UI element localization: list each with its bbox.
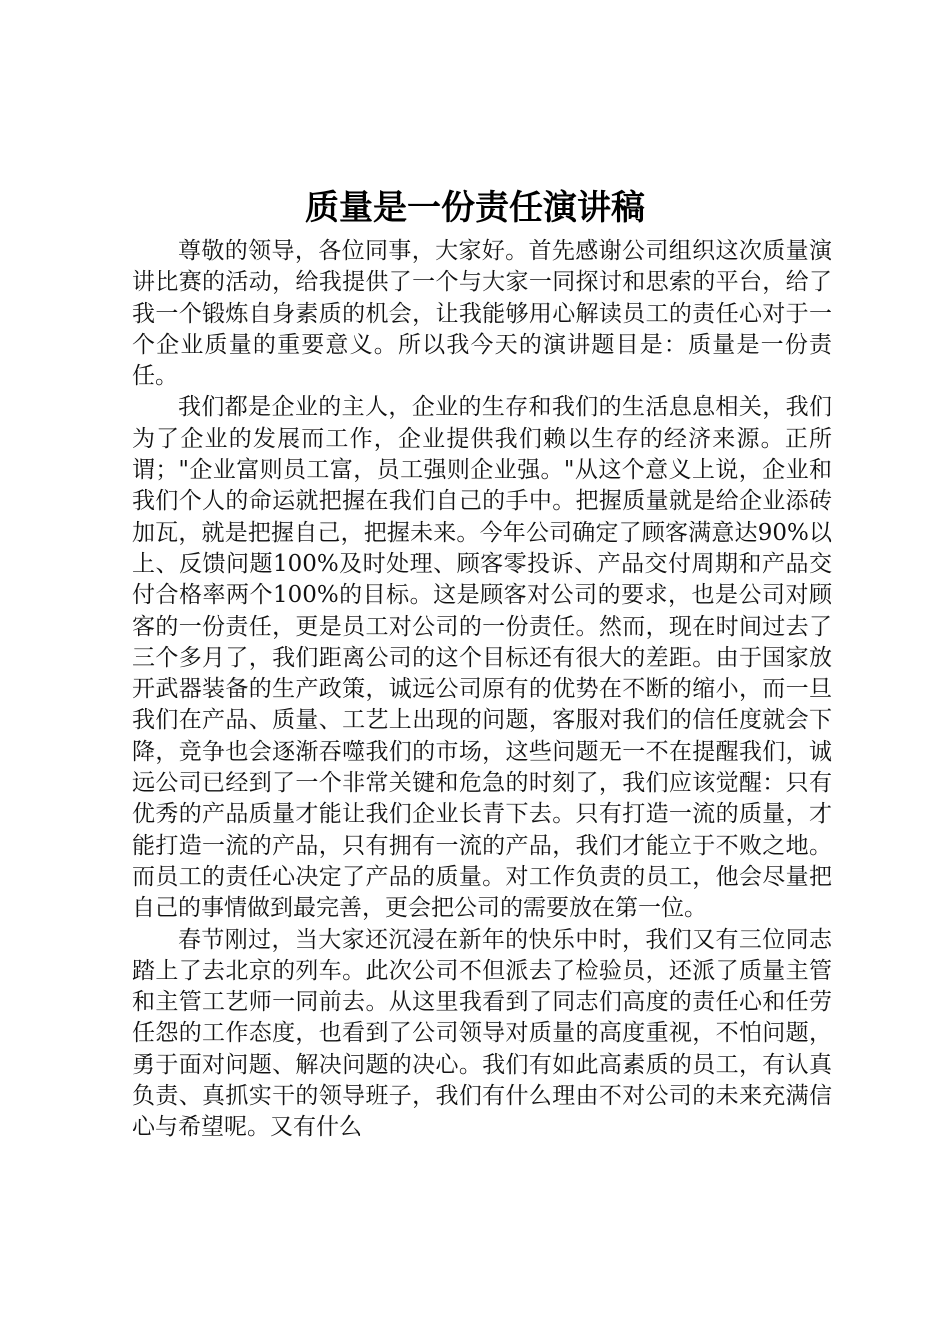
document-title: 质量是一份责任演讲稿 xyxy=(305,188,645,228)
paragraph-1: 尊敬的领导，各位同事，大家好。首先感谢公司组织这次质量演讲比赛的活动，给我提供了一个与大家一同探讨和思索的平台，给了我一个锻炼自身素质的机会，让我能够用心解读员工的责任心对于一个企业质量的重要意义。所以我今天的演讲题目是：质量是一份责任。 xyxy=(132,238,832,390)
document-body xyxy=(132,236,832,1144)
paragraph-3: 春节刚过，当大家还沉浸在新年的快乐中时，我们又有三位同志踏上了去北京的列车。此次公司不但派去了检验员，还派了质量主管和主管工艺师一同前去。从这里我看到了同志们高度的责任心和任劳任怨的工作态度，也看到了公司领导对质量的高度重视，不怕问题，勇于面对问题、解决问题的决心。我们有如此高素质的员工，有认真负责、真抓实干的领导班子，我们有什么理由不对公司的未来充满信心与希望呢。又有什么 xyxy=(132,926,832,1141)
paragraph-2: 我们都是企业的主人，企业的生存和我们的生活息息相关，我们为了企业的发展而工作，企业提供我们赖以生存的经济来源。正所谓；"企业富则员工富，员工强则企业强。"从这个意义上说，企业和我们个人的命运就把握在我们自己的手中。把握质量就是给企业添砖加瓦，就是把握自己，把握未来。今年公司确定了顾客满意达90%以上、反馈问题100%及时处理、顾客零投诉、产品交付周期和产品交付合格率两个100%的目标。这是顾客对公司的要求，也是公司对顾客的一份责任，更是员工对公司的一份责任。然而，现在时间过去了三个多月了，我们距离公司的这个目标还有很大的差距。由于国家放开武器装备的生产政策，诚远公司原有的优势在不断的缩小，而一旦我们在产品、质量、工艺上出现的问题，客服对我们的信任度就会下降，竞争也会逐渐吞噬我们的市场，这些问题无一不在提醒我们，诚远公司已经到了一个非常关键和危急的时刻了，我们应该觉醒：只有优秀的产品质量才能让我们企业长青下去。只有打造一流的质量，才能打造一流的产品，只有拥有一流的产品，我们才能立于不败之地。而员工的责任心决定了产品的质量。对工作负责的员工，他会尽量把自己的事情做到最完善，更会把公司的需要放在第一位。 xyxy=(132,394,832,922)
